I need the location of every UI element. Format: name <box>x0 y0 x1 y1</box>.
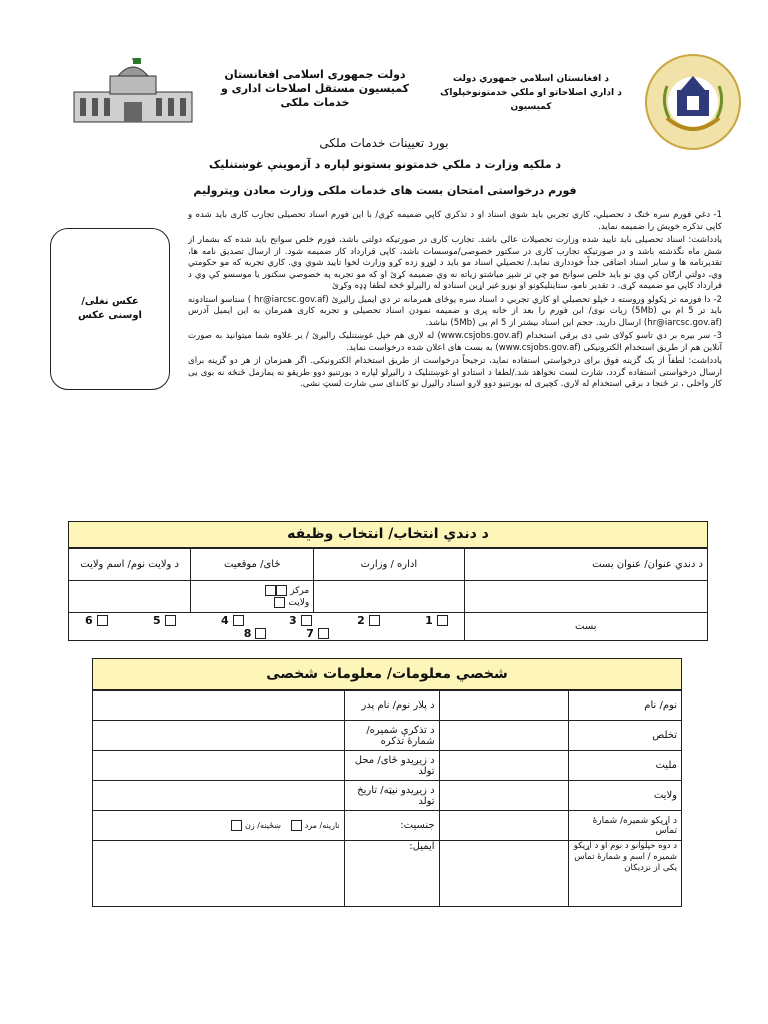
location-center-label: مرکز <box>290 585 310 596</box>
header-title-dari-1: دولت جمهوری اسلامی افغانستان <box>224 68 406 81</box>
email-field[interactable] <box>93 841 345 907</box>
gender-male-checkbox[interactable] <box>291 820 302 831</box>
grade-4-label: 4 <box>221 613 229 627</box>
grade-options <box>69 613 465 641</box>
job-table <box>68 548 708 641</box>
instructions <box>188 210 722 391</box>
grade-5-checkbox[interactable] <box>165 615 176 626</box>
grade-2-checkbox[interactable] <box>369 615 380 626</box>
nationality-field[interactable] <box>439 751 568 781</box>
grade-6-checkbox[interactable] <box>97 615 108 626</box>
photo-box-label: عکس نغلی/ اوسنی عکس <box>78 296 142 321</box>
label-email: ایمیل: <box>344 841 439 907</box>
personal-table <box>92 690 682 907</box>
grade-4-checkbox[interactable] <box>233 615 244 626</box>
grade-3-checkbox[interactable] <box>301 615 312 626</box>
commission-building-logo-icon <box>70 58 196 128</box>
label-contact-number: د اړیکو شمیره/ شمارهٔ تماس <box>569 811 682 841</box>
location-province-label: ولایت <box>288 597 310 608</box>
label-name: نوم/ نام <box>569 691 682 721</box>
job-title-field[interactable] <box>464 581 707 613</box>
grade-8-label: 8 <box>243 626 252 640</box>
grade-1-label: 1 <box>425 613 433 627</box>
relative-contact-field[interactable] <box>439 841 568 907</box>
label-father-name: د پلار نوم/ نام پدر <box>344 691 439 721</box>
grade-1-checkbox[interactable] <box>437 615 448 626</box>
gender-options <box>93 811 345 841</box>
instruction-1-note: یادداشت: اسناد تحصیلی باید تایید شده وزارت تحصیلات عالی باشد. تجارب کاری در صورتیکه دولتی باشد، فورم خلص سوانح بايد شده که بشمار از شش ماه نگذشته باشد و در صورتیکه تجارب کاری در سکتور خصوصی/موسسات باشد، کاپی قرارداد کار ضمیمه شود. از ارسال تصدیق نامه ها، تقدیرنامه ها و سایر اسناد اضافی جداً خودداری نماید./ تحصیلي اسناد مو بايد د لوړو زده کړو وزارت لخوا تایید شوي وي. کاري تجربه که مو حکومتي وي، دولتي ارګان کې وي نو بايد خلص سوانح مو چې تر شپږ میاشتو زیاته نه وي ضميمه کړئ او که مو تجربه په خصوصي سکتور یا موسسو کې وي د قرارداد کاپي مو ضمیمه کړی. د تقدير نامو، ستاینلیکونو او نورو غیر اړین اسنادو له رالیږلو څخه لطفا ډډه وکړئ <box>188 235 722 291</box>
province-field-personal[interactable] <box>439 781 568 811</box>
location-options <box>191 581 314 613</box>
job-header-location: ځای/ موقعیت <box>191 549 314 581</box>
birth-date-field[interactable] <box>93 781 345 811</box>
label-relative-contact: د دوه خپلوانو د نوم او د اړیکو شمیره / اسم و شمارهٔ تماس یکی از نزدیکان <box>569 841 682 907</box>
father-name-field[interactable] <box>93 691 345 721</box>
job-section-title: د دندي انتخاب/ انتخاب وظیفه <box>68 521 708 548</box>
grade-7-checkbox[interactable] <box>318 628 329 639</box>
grade-7-label: 7 <box>306 626 314 640</box>
instruction-1: 1- دغي فورم سره څنګ د تحصیلي، کاري تجربي بايد شوي اسناد او د تذکري کاپي ضميمه کړي/ با این فورم اسناد تحصیلی تجارب کاری باید شده و کاپی تذکره خویش را ضمیمه نماید. <box>188 210 722 232</box>
personal-section <box>92 658 682 907</box>
instruction-note: یادداشت: لطفاً از یک گزینه فوق برای درخواستی استفاده نماید، ترجیحاً درخواست از طریق استخدام الکترونیکی. اگر همزمان از هر دو گزینه برای ارسال درخواستی استفاده گردد، شارت لست نخواهد شد./لطفا د استادو او غوښتنلیک د رالیږلو لپاره د بورتنيو دوو طريقو نه يمارمل ځنځه نه بوی يی کار واخلی ، تر ځنجا د برقي استخدام له لاري. کچیری له بورتنیو دوو لارو اسناد رالیږل نو کاندای سی شارت لسټ نشی. <box>188 356 722 389</box>
grade-2-label: 2 <box>357 613 365 627</box>
grade-8-checkbox[interactable] <box>255 628 266 639</box>
surname-field[interactable] <box>439 721 568 751</box>
header-title-pashto-1: د افغانستان اسلامي جمهوري دولت <box>453 74 609 84</box>
gender-female-checkbox[interactable] <box>231 820 242 831</box>
label-id-number: د تذکرې شميره/ شمارهٔ تذکره <box>344 721 439 751</box>
header-title-dari-2: کمیسیون مستقل اصلاحات اداری و <box>220 82 410 95</box>
header-title-dari-3: خدمات ملکی <box>280 96 350 109</box>
label-gender: جنسیت: <box>344 811 439 841</box>
instruction-2: 2- دا فورمه تر ټکولو وروسته د خپلو تحصیلي او کاري تجربي د اسناد سره يوځای همرمانه تر دي ایمیل رالیږئ (hr@iarcsc.gov.af ) ستاسو استادونه بايد تر 5 ام بي (5Mb) زيات نوی/ این فورم را بعد از خانه پری و ضمیمه نمودن اسناد تحصیلی و تجربه کاری همرمان به این ایمیل آدرس (hr@iarcsc.gov.af) ارسال دارید. حجم این اسناد بیشتر از 5 ام بی (5Mb) نباشد. <box>188 294 723 328</box>
label-nationality: ملیت <box>569 751 682 781</box>
gender-male-label: نارینه/ مرد <box>304 821 340 830</box>
job-section <box>68 521 708 641</box>
job-header-title: د دندي عنوان/ عنوان بست <box>464 549 707 581</box>
instruction-3: 3- سر بيره بر دي تاسو کولای شی دی برقی استخدام (www.csjobs.gov.af) له لاری هم خپل غوښتنلیک رالیږئ / بر علاوه شما میتوانید به صورت آنلاین هم از طریق استخدام الکترونیکی (www.csjobs.gov.af) به بست های اعلان شده درخواست نماید. <box>188 331 722 353</box>
board-title: بورد تعیینات خدمات ملکی <box>319 136 449 150</box>
location-province-checkbox[interactable] <box>274 597 285 608</box>
photo-box[interactable] <box>50 228 170 390</box>
birth-place-field[interactable] <box>93 751 345 781</box>
label-birth-date: د زیږیدو نیټه/ تاریخ تولد <box>344 781 439 811</box>
label-surname: تخلص <box>569 721 682 751</box>
name-field[interactable] <box>439 691 568 721</box>
contact-number-field[interactable] <box>439 811 568 841</box>
id-number-field[interactable] <box>93 721 345 751</box>
form-title: فورم درخواستی امتحان بست های خدمات ملکی وزارت معادن وپترولیم <box>193 184 577 197</box>
board-subtitle: د ملکيه وزارت د ملکي خدمتونو بستونو لپاره د آزموینې غوښتنلیک <box>208 158 562 171</box>
ministry-field[interactable] <box>314 581 464 613</box>
grade-3-label: 3 <box>289 613 297 627</box>
location-center-checkbox[interactable] <box>276 585 287 596</box>
afghanistan-emblem-icon <box>645 54 741 150</box>
emblem-mosque-icon <box>647 56 739 148</box>
job-header-ministry: اداره / وزارت <box>314 549 464 581</box>
gender-female-label: ښځینه/ زن <box>245 821 281 830</box>
label-province: ولایت <box>569 781 682 811</box>
label-birth-place: د زیږیدو ځای/ محل تولد <box>344 751 439 781</box>
header-title-pashto-2: د اداري اصلاحاتو او ملکي خدمتونوخپلواک کميسيون <box>440 88 622 112</box>
grade-label: بست <box>464 613 707 641</box>
location-center-checkbox-2[interactable] <box>265 585 276 596</box>
grade-5-label: 5 <box>153 613 161 627</box>
grade-6-label: 6 <box>85 613 93 627</box>
personal-section-title: شخصي معلومات/ معلومات شخصی <box>92 658 682 690</box>
province-field[interactable] <box>69 581 191 613</box>
job-header-province: د ولایت نوم/ اسم ولایت <box>69 549 191 581</box>
